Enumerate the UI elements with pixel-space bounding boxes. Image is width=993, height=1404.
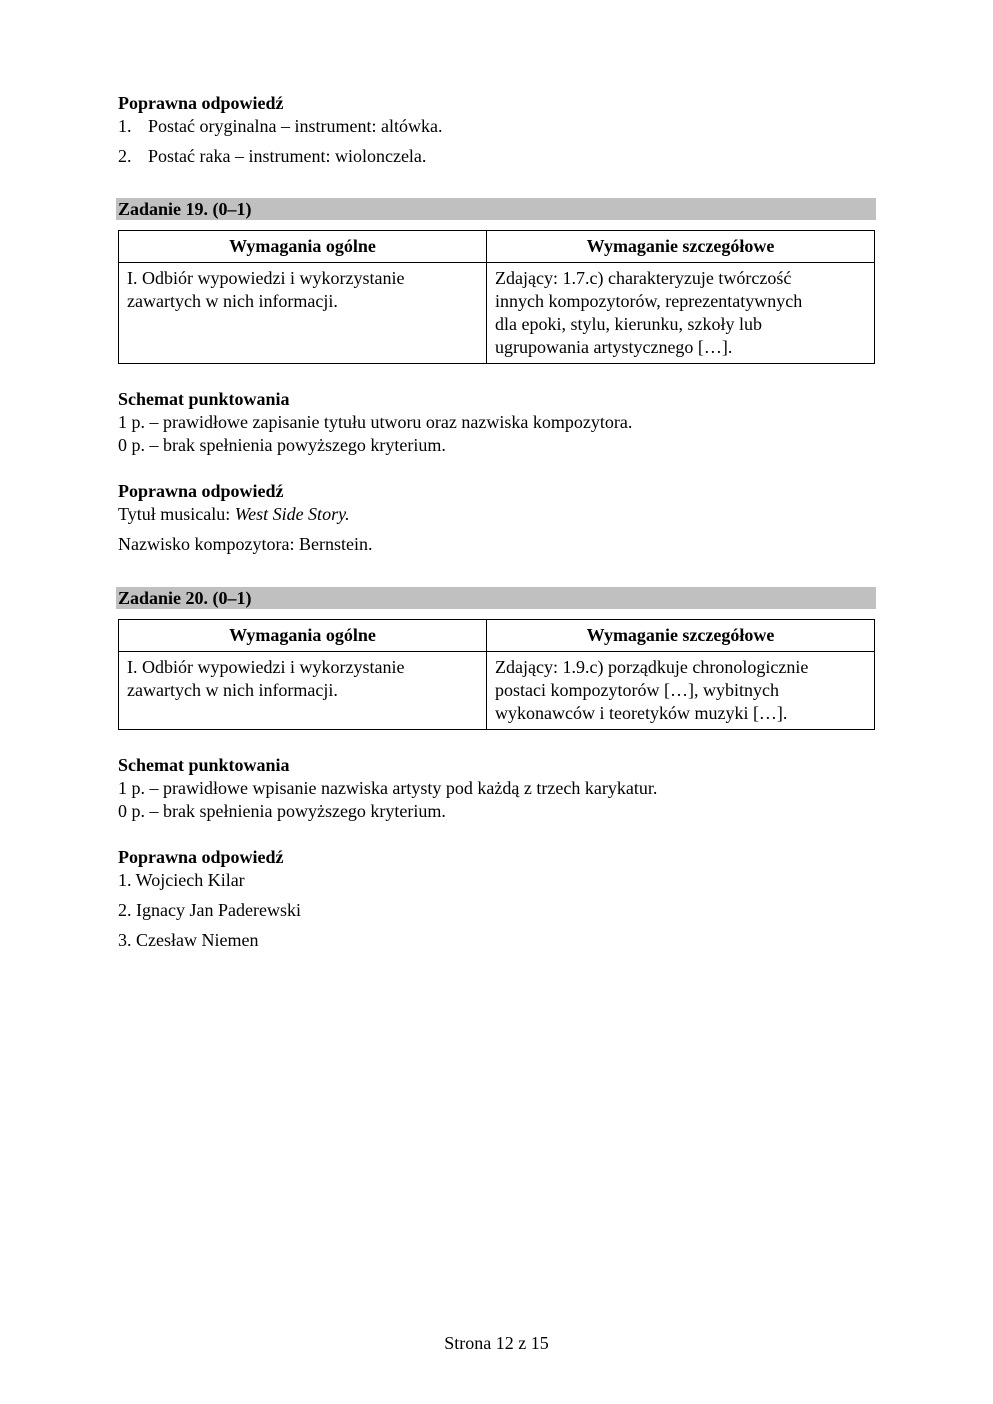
- answer-item-text: Postać oryginalna – instrument: altówka.: [148, 116, 443, 136]
- answer-list: [118, 115, 878, 168]
- scoring-line: 1 p. – prawidłowe wpisanie nazwiska artysty pod każdą z trzech karykatur.: [118, 778, 658, 798]
- task-19-requirements-table: [118, 230, 875, 364]
- cell-line: wykonawców i teoretyków muzyki […].: [495, 703, 788, 723]
- cell-line: zawartych w nich informacji.: [127, 680, 338, 700]
- answer-item: 1. Wojciech Kilar: [118, 870, 245, 890]
- cell-line: innych kompozytorów, reprezentatywnych: [495, 291, 803, 311]
- task-20-requirements-table: [118, 619, 875, 730]
- cell-line: Zdający: 1.9.c) porządkuje chronologicznie: [495, 657, 809, 677]
- table-cell-detailed: [487, 263, 875, 364]
- answer-item: [118, 145, 878, 168]
- document-page: [118, 92, 878, 952]
- scoring-line: 1 p. – prawidłowe zapisanie tytułu utworu oraz nazwiska kompozytora.: [118, 412, 633, 432]
- musical-title-line: [118, 503, 878, 526]
- page-number: Strona 12 z 15: [444, 1333, 549, 1353]
- scoring-line: 0 p. – brak spełnienia powyższego kryterium.: [118, 801, 446, 821]
- cell-line: Zdający: 1.7.c) charakteryzuje twórczość: [495, 268, 792, 288]
- scoring-line: 0 p. – brak spełnienia powyższego kryterium.: [118, 435, 446, 455]
- answer-item-text: Postać raka – instrument: wiolonczela.: [148, 146, 427, 166]
- musical-label: Tytuł musicalu:: [118, 504, 235, 524]
- answer-item-number: 1.: [118, 116, 132, 136]
- musical-title-end: .: [345, 504, 350, 524]
- scoring-heading: Schemat punktowania: [118, 389, 290, 409]
- cell-line: ugrupowania artystycznego […].: [495, 337, 733, 357]
- composer-line: Nazwisko kompozytora: Bernstein.: [118, 534, 373, 554]
- task-19-title: Zadanie 19. (0–1): [116, 198, 876, 220]
- answer-heading: Poprawna odpowiedź: [118, 93, 284, 113]
- cell-line: dla epoki, stylu, kierunku, szkoły lub: [495, 314, 762, 334]
- table-header-general: Wymagania ogólne: [119, 620, 487, 652]
- cell-line: postaci kompozytorów […], wybitnych: [495, 680, 779, 700]
- musical-title: West Side Story: [234, 504, 346, 524]
- table-header-detailed: Wymaganie szczegółowe: [487, 620, 875, 652]
- table-cell-general: [119, 652, 487, 730]
- table-header-general: Wymagania ogólne: [119, 231, 487, 263]
- cell-line: I. Odbiór wypowiedzi i wykorzystanie: [127, 268, 405, 288]
- table-header-detailed: Wymaganie szczegółowe: [487, 231, 875, 263]
- answer-item: 2. Ignacy Jan Paderewski: [118, 900, 301, 920]
- table-cell-general: [119, 263, 487, 364]
- table-cell-detailed: [487, 652, 875, 730]
- answer-item: [118, 115, 878, 138]
- answer-heading: Poprawna odpowiedź: [118, 481, 284, 501]
- answer-item-number: 2.: [118, 146, 132, 166]
- answer-item: 3. Czesław Niemen: [118, 930, 259, 950]
- cell-line: I. Odbiór wypowiedzi i wykorzystanie: [127, 657, 405, 677]
- task-20-title: Zadanie 20. (0–1): [116, 587, 876, 609]
- scoring-heading: Schemat punktowania: [118, 755, 290, 775]
- cell-line: zawartych w nich informacji.: [127, 291, 338, 311]
- answer-heading: Poprawna odpowiedź: [118, 847, 284, 867]
